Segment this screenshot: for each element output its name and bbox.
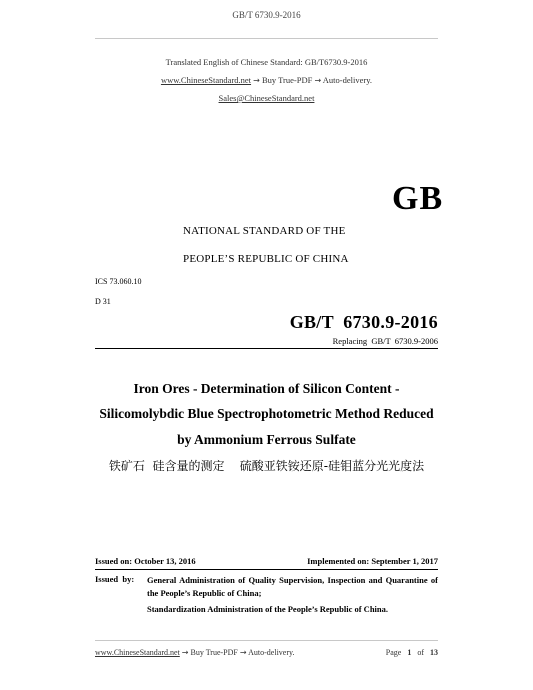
arrow-right-icon: → [314,76,322,85]
national-standard-line2: PEOPLE’S REPUBLIC OF CHINA [183,253,349,265]
arrow-right-icon: → [253,76,260,85]
arrow-right-icon: → [181,648,189,657]
buy-line [0,75,533,85]
classification-code: D 31 [95,297,111,306]
page-label: Page [385,648,402,657]
footer-divider [95,640,438,641]
standard-number: GB/T 6730.9-2016 [289,312,438,332]
title-chinese: 铁矿石 硅含量的测定 硫酸亚铁铵还原-硅钼蓝分光光度法 [108,459,425,473]
footer-buy-text: Buy True-PDF [190,648,238,657]
replacing-note: Replacing GB/T 6730.9-2006 [332,336,438,346]
issue-divider [95,569,438,570]
email-link[interactable]: Sales@ChineseStandard.net [218,93,315,103]
total-pages: 13 [430,648,438,657]
arrow-right-icon: → [239,648,247,657]
page-number: 1 [407,648,412,657]
translation-notice: Translated English of Chinese Standard: GB/T6730.9-2016 [165,57,368,67]
of-label: of [417,648,424,657]
implemented-on: Implemented on: September 1, 2017 [307,556,438,566]
gb-logo: GB [392,180,444,217]
ics-code: ICS 73.060.10 [95,277,142,286]
footer-buy-line [95,648,294,657]
delivery-text: Auto-delivery. [322,75,373,85]
title-line-1: Iron Ores - Determination of Silicon Content - [133,381,400,396]
running-header-title: GB/T 6730.9-2016 [232,10,301,20]
standard-number-divider [95,348,438,349]
issued-by-text-2: Standardization Administration of the People’s Republic of China. [147,604,389,614]
email-line [0,93,533,103]
page-indicator [386,648,438,657]
title-line-2: Silicomolybdic Blue Spectrophotometric Method Reduced [99,406,434,421]
national-standard-line1: NATIONAL STANDARD OF THE [183,225,346,237]
title-line-3: by Ammonium Ferrous Sulfate [177,432,356,447]
footer-site-link[interactable]: www.ChineseStandard.net [95,648,180,657]
header-divider [95,38,438,39]
issued-by-text: General Administration of Quality Supervision, Inspection and Quarantine of the People’s Republic of China; [147,575,438,598]
issued-on: Issued on: October 13, 2016 [95,556,196,566]
footer-delivery-text: Auto-delivery. [248,648,295,657]
buy-text: Buy True-PDF [262,75,313,85]
issued-by-label: Issued by: [95,574,135,584]
site-link[interactable]: www.ChineseStandard.net [160,75,252,85]
